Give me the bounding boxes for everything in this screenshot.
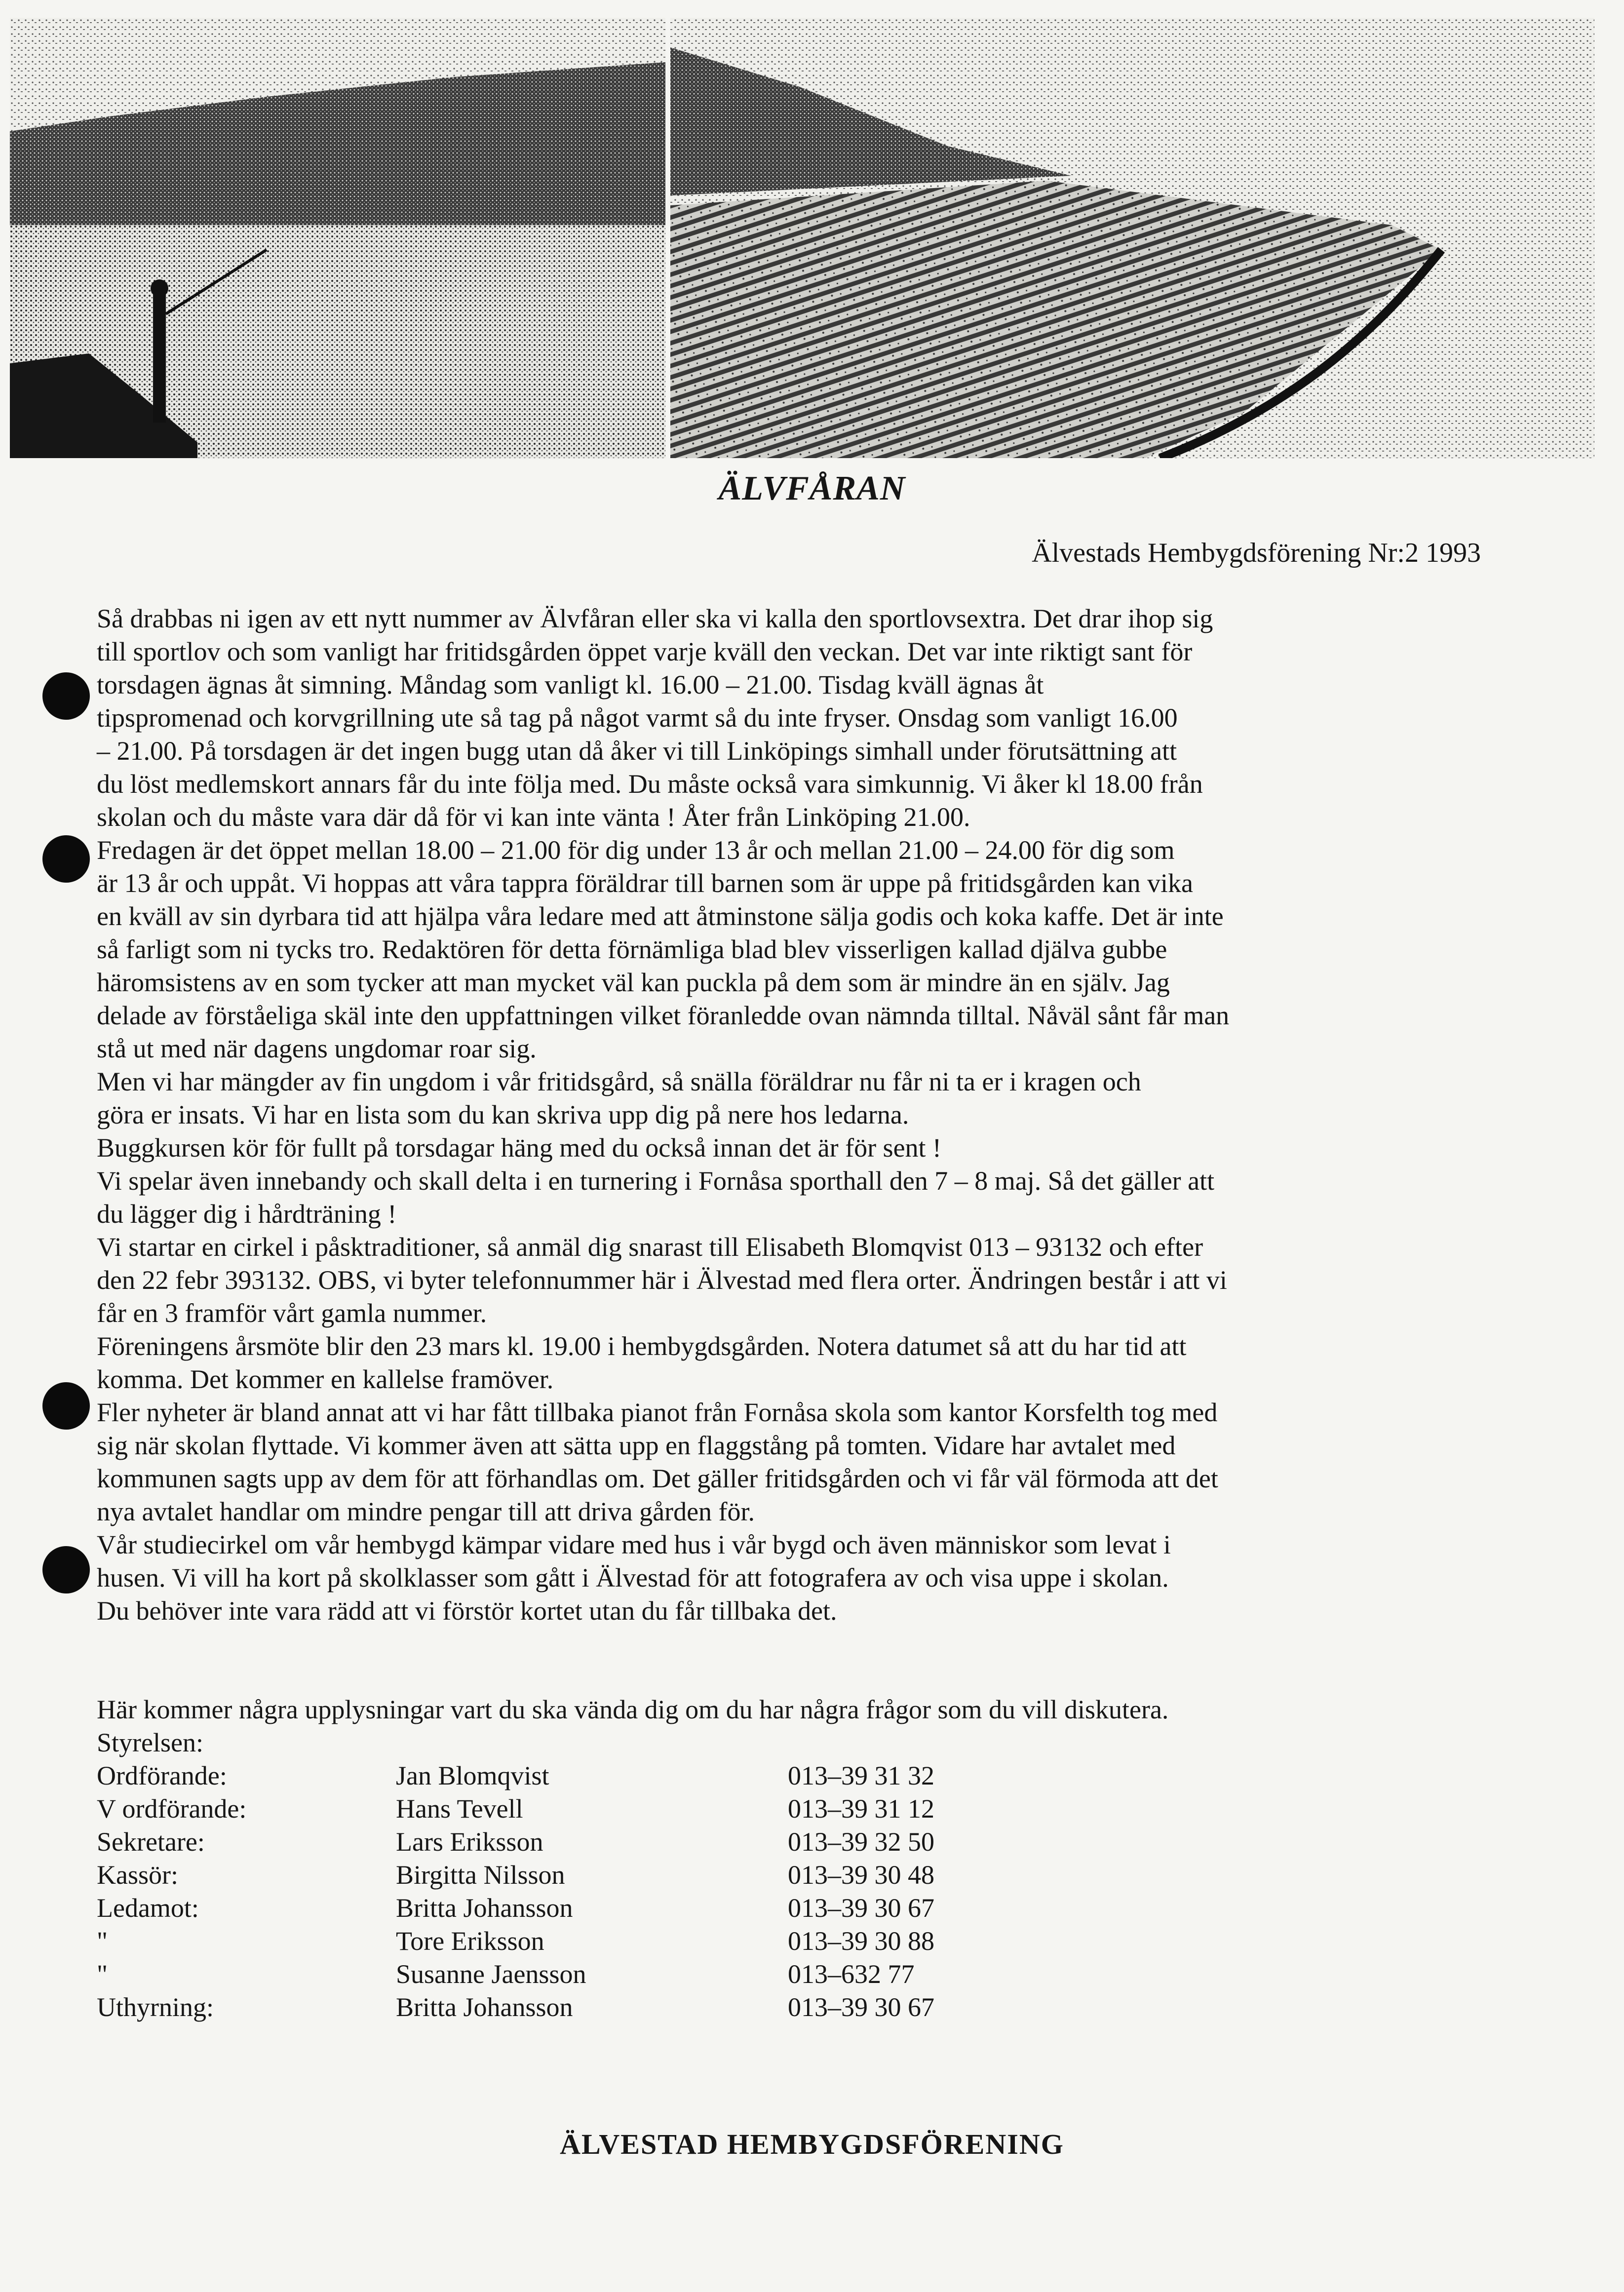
contact-name: Tore Eriksson	[396, 1926, 544, 1956]
contact-row	[97, 1892, 1508, 1925]
contact-name: Britta Johansson	[396, 1893, 573, 1923]
contact-row	[97, 1958, 1508, 1991]
contact-role: "	[97, 1959, 108, 1989]
contact-phone: 013–39 30 67	[788, 1992, 934, 2022]
paragraph	[97, 1231, 1508, 1330]
margin-hole-4	[42, 1546, 90, 1593]
text-line: du löst medlemskort annars får du inte följa med. Du måste också vara simkunnig. Vi åker kl 18.00 från	[97, 769, 1203, 799]
contact-row	[97, 1925, 1508, 1958]
text-line: Vi spelar även innebandy och skall delta i en turnering i Fornåsa sporthall den 7 – 8 maj. Så det gäller att	[97, 1166, 1215, 1196]
text-line: – 21.00. På torsdagen är det ingen bugg utan då åker vi till Linköpings simhall under förutsättning att	[97, 736, 1177, 766]
text-line: Föreningens årsmöte blir den 23 mars kl. 19.00 i hembygdsgården. Notera datumet så att du har tid att	[97, 1331, 1187, 1361]
text-line: är 13 år och uppåt. Vi hoppas att våra tappra föräldrar till barnen som är uppe på fritidsgården kan vika	[97, 868, 1193, 898]
contact-section	[97, 1693, 1508, 2024]
text-line: kommunen sagts upp av dem för att förhandlas om. Det gäller fritidsgården och vi får väl förmoda att det	[97, 1464, 1218, 1493]
text-line: du lägger dig i hårdträning !	[97, 1199, 397, 1229]
contact-phone: 013–39 30 48	[788, 1860, 934, 1890]
contact-phone: 013–39 30 88	[788, 1926, 934, 1956]
text-line: Men vi har mängder av fin ungdom i vår fritidsgård, så snälla föräldrar nu får ni ta er i kragen och	[97, 1067, 1141, 1096]
contact-role: Sekretare:	[97, 1827, 205, 1857]
text-line: husen. Vi vill ha kort på skolklasser som gått i Älvestad för att fotografera av och visa uppe i skolan.	[97, 1563, 1169, 1593]
contact-role: "	[97, 1926, 108, 1956]
contact-phone: 013–39 31 32	[788, 1761, 934, 1790]
contact-table	[97, 1759, 1508, 2024]
text-line: delade av förståeliga skäl inte den uppfattningen vilket föranledde ovan nämnda tilltal. Nåväl sånt får man	[97, 1001, 1230, 1030]
text-line: nya avtalet handlar om mindre pengar till att driva gården för.	[97, 1497, 755, 1526]
contact-name: Birgitta Nilsson	[396, 1860, 565, 1890]
text-line: Så drabbas ni igen av ett nytt nummer av Älvfåran eller ska vi kalla den sportlovsextra. Det drar ihop sig	[97, 604, 1213, 633]
margin-hole-2	[42, 835, 90, 883]
contact-row	[97, 1991, 1508, 2024]
board-label: Styrelsen:	[97, 1728, 203, 1757]
contact-role: Uthyrning:	[97, 1992, 214, 2022]
text-line: Fredagen är det öppet mellan 18.00 – 21.00 för dig under 13 år och mellan 21.00 – 24.00 för dig som	[97, 835, 1175, 865]
text-line: skolan och du måste vara där då för vi kan inte vänta ! Åter från Linköping 21.00.	[97, 802, 970, 832]
contact-phone: 013–632 77	[788, 1959, 915, 1989]
text-line: Vår studiecirkel om vår hembygd kämpar vidare med hus i vår bygd och även människor som levat i	[97, 1530, 1171, 1559]
margin-hole-3	[42, 1382, 90, 1430]
paragraph	[97, 1528, 1508, 1628]
paragraph	[97, 1165, 1508, 1231]
paragraph	[97, 1330, 1508, 1396]
contact-name: Susanne Jaensson	[396, 1959, 586, 1989]
paragraph	[97, 1396, 1508, 1528]
footer-organization: ÄLVESTAD HEMBYGDSFÖRENING	[560, 2128, 1064, 2160]
contact-name: Hans Tevell	[396, 1794, 523, 1824]
contact-row	[97, 1826, 1508, 1859]
issue-subtitle: Älvestads Hembygdsförening Nr:2 1993	[1032, 538, 1481, 568]
text-line: den 22 febr 393132. OBS, vi byter telefonnummer här i Älvestad med flera orter. Ändringen består i att vi	[97, 1265, 1227, 1295]
contact-row	[97, 1759, 1508, 1792]
contact-row	[97, 1859, 1508, 1892]
contact-name: Britta Johansson	[396, 1992, 573, 2022]
header-photo-illustration	[10, 18, 1594, 458]
text-line: får en 3 framför vårt gamla nummer.	[97, 1298, 487, 1328]
text-line: Du behöver inte vara rädd att vi förstör kortet utan du får tillbaka det.	[97, 1596, 837, 1626]
text-line: häromsistens av en som tycker att man mycket väl kan puckla på dem som är mindre än en själv. Jag	[97, 968, 1170, 997]
contact-phone: 013–39 30 67	[788, 1893, 934, 1923]
contact-role: V ordförande:	[97, 1794, 247, 1824]
text-line: Fler nyheter är bland annat att vi har fått tillbaka pianot från Fornåsa skola som kantor Korsfelth tog med	[97, 1398, 1218, 1427]
contact-role: Ordförande:	[97, 1761, 227, 1790]
contact-role: Ledamot:	[97, 1893, 199, 1923]
text-line: göra er insats. Vi har en lista som du kan skriva upp dig på nere hos ledarna.	[97, 1100, 909, 1129]
text-line: sig när skolan flyttade. Vi kommer även att sätta upp en flaggstång på tomten. Vidare har avtalet med	[97, 1431, 1176, 1460]
contact-role: Kassör:	[97, 1860, 178, 1890]
article-body	[97, 602, 1508, 1628]
margin-hole-1	[42, 672, 90, 720]
paragraph	[97, 834, 1508, 1065]
contact-phone: 013–39 32 50	[788, 1827, 934, 1857]
text-line: så farligt som ni tycks tro. Redaktören för detta förnämliga blad blev visserligen kallad djälva gubbe	[97, 934, 1167, 964]
contact-row	[97, 1792, 1508, 1826]
text-line: till sportlov och som vanligt har fritidsgården öppet varje kväll den veckan. Det var inte riktigt sant för	[97, 637, 1193, 666]
text-line: tipspromenad och korvgrillning ute så tag på något varmt så du inte fryser. Onsdag som vanligt 16.00	[97, 703, 1178, 733]
paragraph	[97, 1065, 1508, 1131]
text-line: Vi startar en cirkel i påsktraditioner, så anmäl dig snarast till Elisabeth Blomqvist 013 – 93132 och efter	[97, 1232, 1203, 1262]
header-photo-banner	[10, 18, 1594, 458]
text-line: en kväll av sin dyrbara tid att hjälpa våra ledare med att åtminstone sälja godis och koka kaffe. Det är inte	[97, 901, 1224, 931]
contact-intro: Här kommer några upplysningar vart du ska vända dig om du har några frågor som du vill diskutera.	[97, 1695, 1169, 1724]
newsletter-title: ÄLVFÅRAN	[718, 469, 906, 507]
paragraph	[97, 602, 1508, 834]
text-line: komma. Det kommer en kallelse framöver.	[97, 1364, 554, 1394]
text-line: torsdagen ägnas åt simning. Måndag som vanligt kl. 16.00 – 21.00. Tisdag kväll ägnas åt	[97, 670, 1044, 699]
paragraph	[97, 1131, 1508, 1165]
contact-phone: 013–39 31 12	[788, 1794, 934, 1824]
contact-name: Jan Blomqvist	[396, 1761, 549, 1790]
text-line: stå ut med när dagens ungdomar roar sig.	[97, 1034, 537, 1063]
text-line: Buggkursen kör för fullt på torsdagar häng med du också innan det är för sent !	[97, 1133, 942, 1163]
contact-name: Lars Eriksson	[396, 1827, 543, 1857]
